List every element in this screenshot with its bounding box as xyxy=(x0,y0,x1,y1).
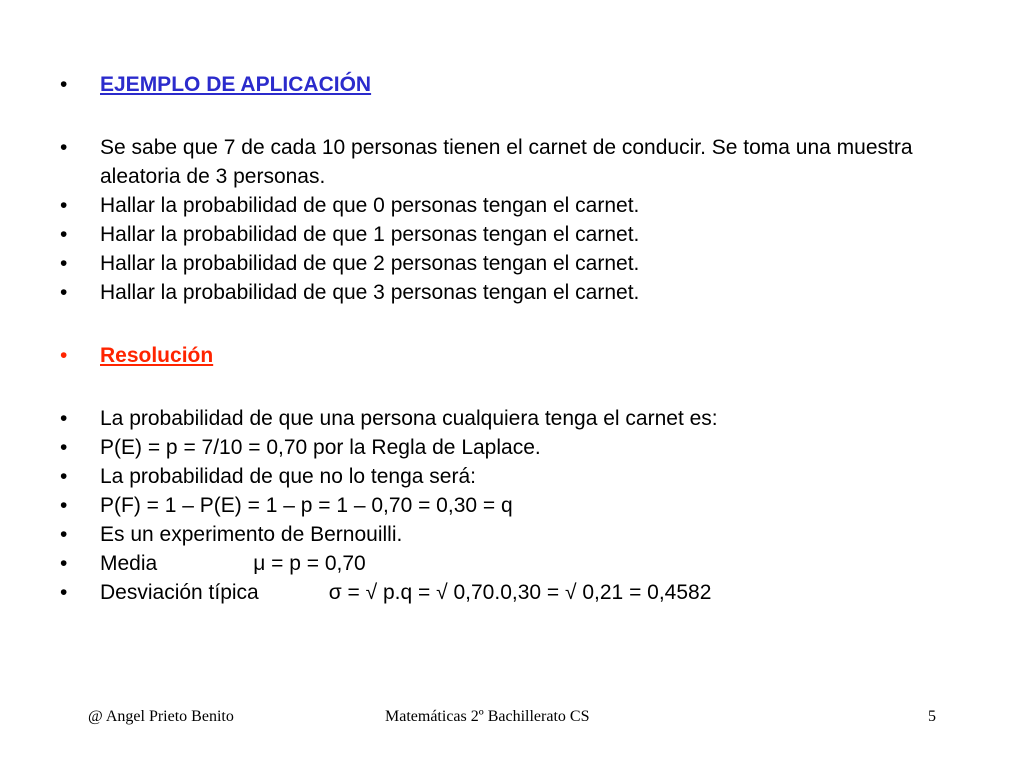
footer-course: Matemáticas 2º Bachillerato CS xyxy=(385,708,590,725)
footer-page-number: 5 xyxy=(928,708,936,725)
problem-bullet-3: • Hallar la probabilidad de que 2 personas tengan el carnet. xyxy=(60,249,980,278)
resolution-bullet-0: • La probabilidad de que una persona cualquiera tenga el carnet es: xyxy=(60,404,980,433)
problem-bullet-4: • Hallar la probabilidad de que 3 personas tengan el carnet. xyxy=(60,278,980,307)
problem-bullet-0: • Se sabe que 7 de cada 10 personas tienen el carnet de conducir. Se toma una muestra aleatoria de 3 personas. xyxy=(60,133,980,191)
media-value: μ = p = 0,70 xyxy=(253,552,366,575)
footer-author: @ Angel Prieto Benito xyxy=(88,708,234,725)
resolution-bullet-3: • P(F) = 1 – P(E) = 1 – p = 1 – 0,70 = 0,30 = q xyxy=(60,491,980,520)
media-label: Media xyxy=(100,552,158,575)
resolution-heading-bullet xyxy=(60,341,980,370)
resolution-heading: Resolución xyxy=(100,344,214,367)
problem-bullet-2: • Hallar la probabilidad de que 1 personas tengan el carnet. xyxy=(60,220,980,249)
resolution-bullet-1: • P(E) = p = 7/10 = 0,70 por la Regla de Laplace. xyxy=(60,433,980,462)
problem-bullet-1: • Hallar la probabilidad de que 0 personas tengan el carnet. xyxy=(60,191,980,220)
slide-title: EJEMPLO DE APLICACIÓN xyxy=(100,73,372,96)
resolution-bullet-2: • La probabilidad de que no lo tenga será: xyxy=(60,462,980,491)
media-bullet xyxy=(60,549,980,578)
title-bullet xyxy=(60,70,980,99)
desviacion-label: Desviación típica xyxy=(100,581,259,604)
bullet-list xyxy=(60,70,980,607)
resolution-bullet-4: • Es un experimento de Bernouilli. xyxy=(60,520,980,549)
desviacion-bullet xyxy=(60,578,980,607)
desviacion-value: σ = √ p.q = √ 0,70.0,30 = √ 0,21 = 0,4582 xyxy=(328,581,712,604)
